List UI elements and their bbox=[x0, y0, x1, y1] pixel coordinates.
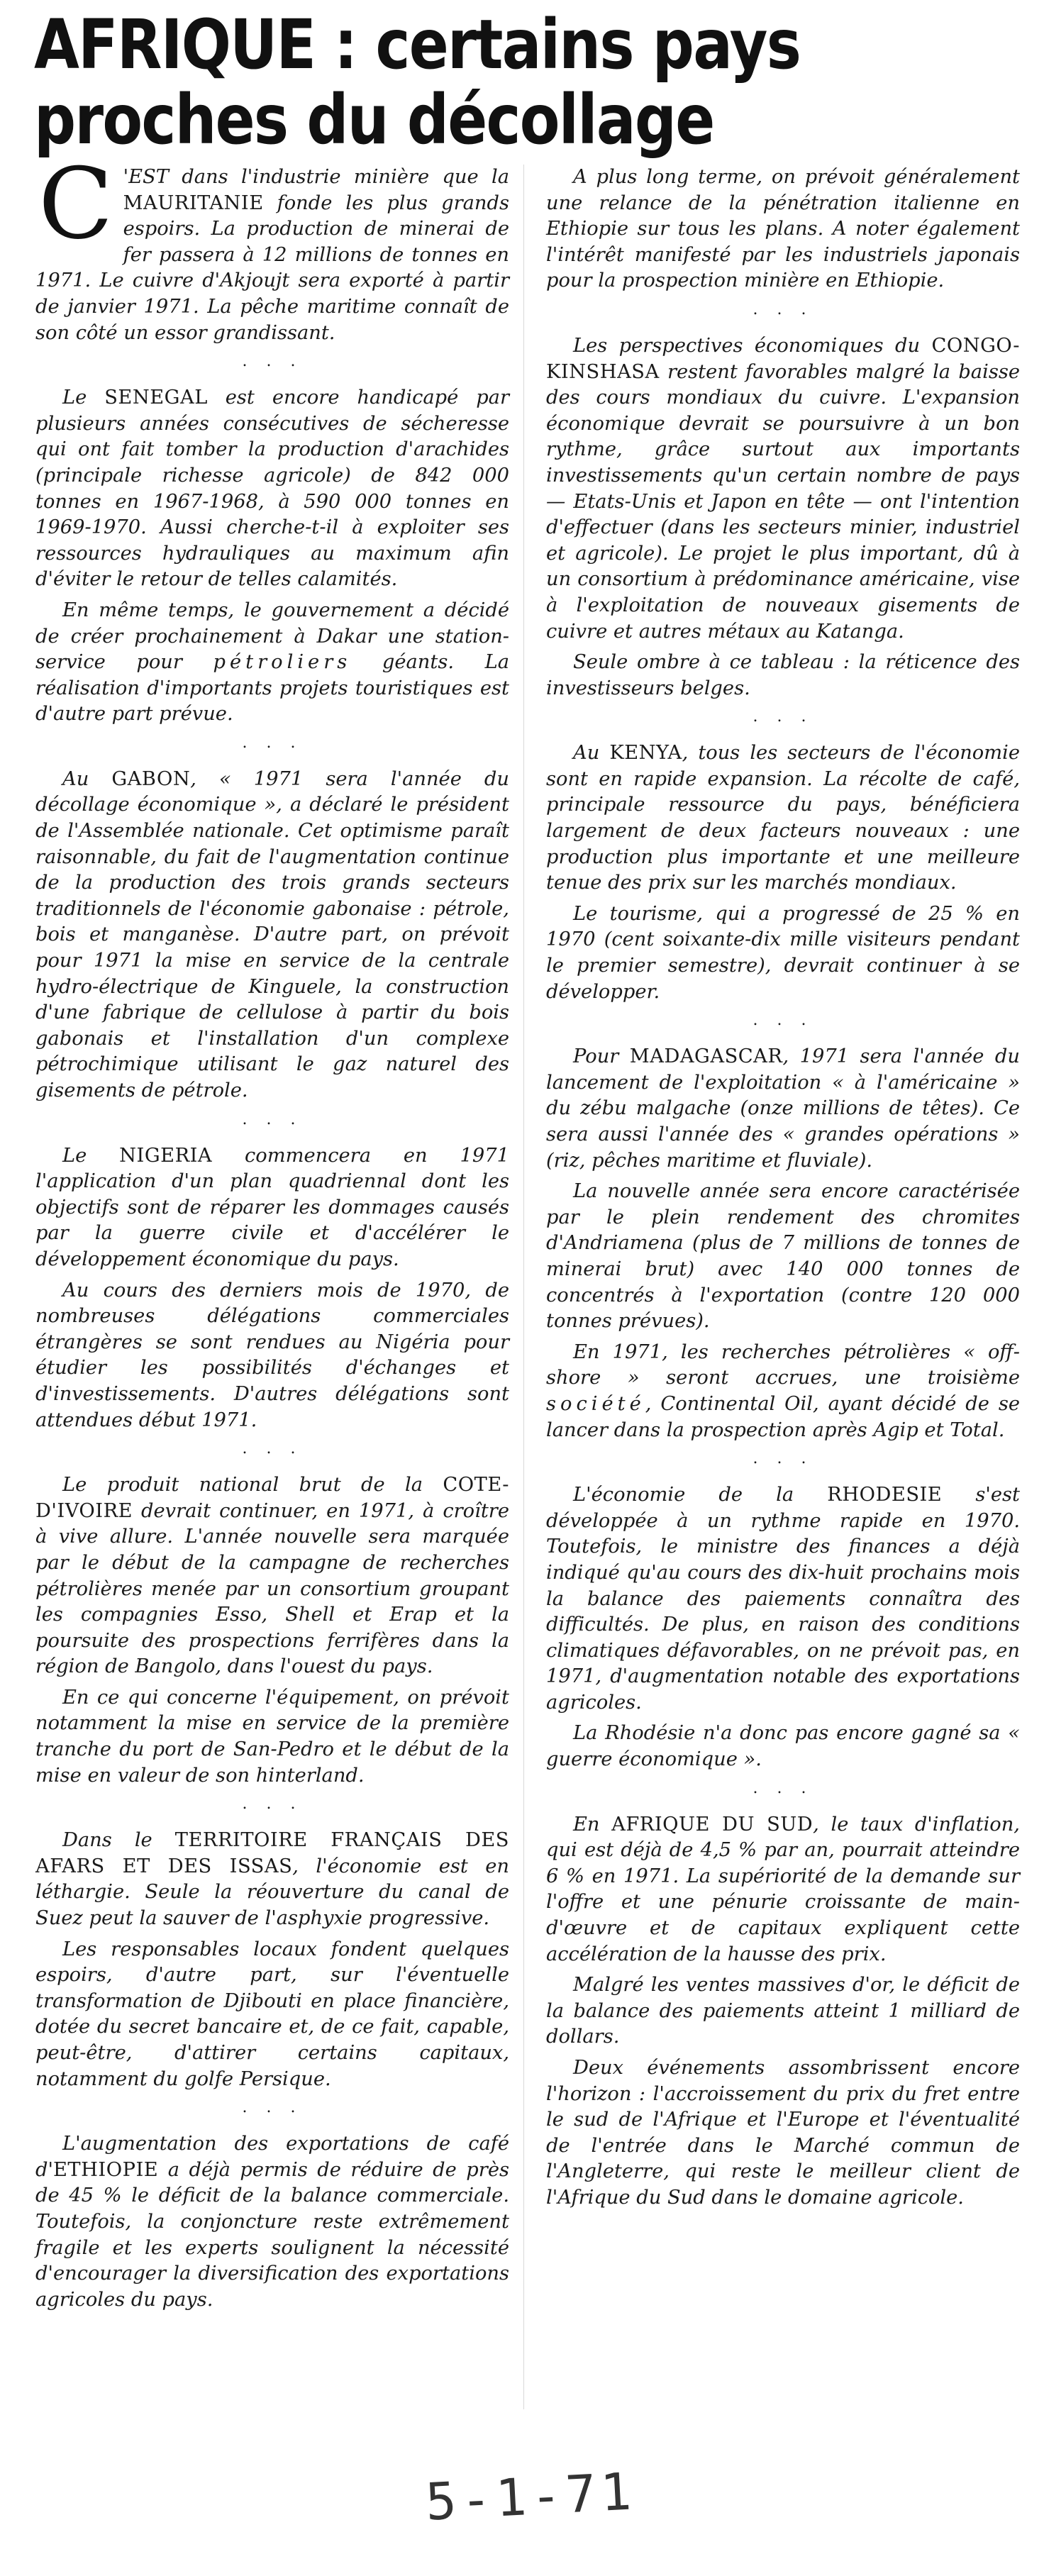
headline-line-1: AFRIQUE : certains pays bbox=[34, 5, 801, 84]
country-madagascar: MADAGASCAR bbox=[629, 1045, 783, 1068]
country-cote-ivoire: COTE-D'IVOIRE bbox=[35, 1474, 509, 1522]
section-separator: . . . bbox=[753, 300, 813, 318]
country-mauritanie: MAURITANIE bbox=[123, 191, 264, 214]
country-afars-issas: TERRITOIRE FRANÇAIS DES AFARS ET DES ISSAS bbox=[35, 1829, 509, 1877]
country-kenya: KENYA bbox=[609, 742, 682, 765]
section-separator: . . . bbox=[242, 733, 303, 752]
afrique-sud-paragraph-1: En AFRIQUE DU SUD, le taux d'inflation, qui est déjà de 4,5 % par an, pourrait atteindre 6 % en 1971. La supériorité de la demande sur l'offre et une pénurie croissante de main-d'œuvre et de capitaux expliquent cette accélération de la hausse des prix. bbox=[546, 1813, 1020, 1965]
congo-paragraph-2: Seule ombre à ce tableau : la réticence des investisseurs belges. bbox=[546, 651, 1020, 699]
country-ethiopie: ETHIOPIE bbox=[52, 2158, 159, 2181]
afars-paragraph-2: Les responsables locaux fondent quelques espoirs, d'autre part, sur l'éventuelle transformation de Djibouti en place financière, dotée du secret bancaire et, de ce fait, capable, peut-être, d'attirer certains capitaux, notamment du golfe Persique. bbox=[35, 1938, 509, 2090]
handwritten-date: 5-1-71 bbox=[424, 2461, 638, 2532]
column-rule bbox=[523, 165, 524, 2409]
senegal-paragraph-2: En même temps, le gouvernement a décidé de créer prochainement à Dakar une station-service pour pétroliers géants. La réalisation d'importants projets touristiques est d'autre part prévue. bbox=[35, 599, 509, 726]
drop-cap: C bbox=[38, 147, 113, 261]
madagascar-paragraph-1: Pour MADAGASCAR, 1971 sera l'année du lancement de l'exploitation « à l'américaine » du zébu malgache (onze millions de têtes). Ce sera aussi l'année des « grandes opérations » (riz, pêches maritime et fluviale). bbox=[546, 1045, 1020, 1172]
section-separator: . . . bbox=[753, 1779, 813, 1797]
nigeria-paragraph-1: Le NIGERIA commencera en 1971 l'application d'un plan quadriennal dont les objectifs sont de réparer les dommages causés par la guerre civile et d'accélérer le développement économique du pays. bbox=[35, 1144, 509, 1270]
section-separator: . . . bbox=[242, 1440, 303, 1458]
gabon-paragraph: Au GABON, « 1971 sera l'année du décollage économique », a déclaré le président de l'Assemblée nationale. Cet optimisme paraît raisonnable, du fait de l'augmentation continue de la production des trois grands secteurs traditionnels de l'économie gabonaise : pétrole, bois et manganèse. D'autre part, on prévoit pour 1971 la mise en service de la centrale hydro-électrique de Kinguele, la construction d'une fabrique de cellulose à partir du bois gabonais et l'installation d'un complexe pétrochimique utilisant le gaz naturel des gisements de pétrole. bbox=[35, 767, 509, 1101]
country-nigeria: NIGERIA bbox=[119, 1144, 213, 1167]
headline bbox=[34, 5, 876, 160]
afars-paragraph-1: Dans le TERRITOIRE FRANÇAIS DES AFARS ET DES ISSAS, l'économie est en léthargie. Seule la réouverture du canal de Suez peut la sauver de l'asphyxie progressive. bbox=[35, 1829, 509, 1930]
cote-ivoire-paragraph-1: Le produit national brut de la COTE-D'IVOIRE devrait continuer, en 1971, à croître à vive allure. L'année nouvelle sera marquée par le début de la campagne de recherches pétrolières menée par un consortium groupant les compagnies Esso, Shell et Erap et la poursuite des prospections ferrifères dans la région de Bangolo, dans l'ouest du pays. bbox=[35, 1474, 509, 1678]
column-left bbox=[35, 147, 510, 2318]
section-separator: . . . bbox=[753, 1450, 813, 1468]
column-right bbox=[546, 165, 1020, 2216]
country-afrique-du-sud: AFRIQUE DU SUD bbox=[611, 1813, 813, 1836]
rhodesie-paragraph-2: La Rhodésie n'a donc pas encore gagné sa « guerre économique ». bbox=[546, 1722, 1020, 1771]
congo-paragraph-1: Les perspectives économiques du CONGO-KINSHASA restent favorables malgré la baisse des cours mondiaux du cuivre. L'expansion économique devrait se poursuivre à un bon rythme, grâce surtout aux importants investissements qu'un certain nombre de pays — Etats-Unis et Japon en tête — ont l'intention d'effectuer (dans les secteurs minier, industriel et agricole). Le projet le plus important, dû à un consortium à prédominance américaine, vise à l'exploitation de nouveaux gisements de cuivre et autres métaux au Katanga. bbox=[546, 334, 1020, 643]
section-separator: . . . bbox=[242, 1110, 303, 1128]
kenya-paragraph-1: Au KENYA, tous les secteurs de l'économie sont en rapide expansion. La récolte de café, principale ressource du pays, bénéficiera largement de deux facteurs nouveaux : une production plus importante et une meilleure tenue des prix sur les marchés mondiaux. bbox=[546, 742, 1020, 894]
headline-line-2: proches du décollage bbox=[34, 80, 714, 160]
ethiopie-paragraph-2: A plus long terme, on prévoit généralement une relance de la pénétration italienne en Ethiopie sur tous les plans. A noter également l'intérêt manifesté par les industriels japonais pour la prospection minière en Ethiopie. bbox=[546, 166, 1020, 292]
senegal-paragraph-1: Le SENEGAL est encore handicapé par plusieurs années consécutives de sécheresse qui ont fait tomber la production d'arachides (principale richesse agricole) de 842 000 tonnes en 1967-1968, à 590 000 tonnes en 1969-1970. Aussi cherche-t-il à exploiter ses ressources hydrauliques au maximum afin d'éviter le retour de telles calamités. bbox=[35, 387, 510, 591]
madagascar-paragraph-3: En 1971, les recherches pétrolières « off-shore » seront accrues, une troisième société, Continental Oil, ayant décidé de se lancer dans la prospection après Agip et Total. bbox=[546, 1340, 1020, 1441]
rhodesie-paragraph-1: L'économie de la RHODESIE s'est développée à un rythme rapide en 1970. Toutefois, le ministre des finances a déjà indiqué qu'au cours des dix-huit prochains mois la balance des paiements connaîtra des difficultés. De plus, en raison des conditions climatiques défavorables, on ne prévoit pas, en 1971, d'augmentation notable des exportations agricoles. bbox=[546, 1484, 1020, 1714]
mauritanie-paragraph: C 'EST dans l'industrie minière que la MAURITANIE fonde les plus grands espoirs. La production de minerai de fer passera à 12 millions de tonnes en 1971. Le cuivre d'Akjoujt sera exporté à partir de janvier 1971. La pêche maritime connaît de son côté un essor grandissant. bbox=[35, 147, 509, 344]
section-separator: . . . bbox=[753, 708, 813, 726]
country-rhodesie: RHODESIE bbox=[827, 1484, 943, 1506]
cote-ivoire-paragraph-2: En ce qui concerne l'équipement, on prévoit notamment la mise en service de la première tranche du port de San-Pedro et le début de la mise en valeur de son hinterland. bbox=[35, 1686, 509, 1787]
section-separator: . . . bbox=[242, 1795, 303, 1814]
madagascar-paragraph-2: La nouvelle année sera encore caractérisée par le plein rendement des chromites d'Andriamena (plus de 7 millions de tonnes de minerai brut) avec 140 000 tonnes de concentrés à l'exportation (contre 120 000 tonnes prévues). bbox=[546, 1180, 1020, 1333]
afrique-sud-paragraph-3: Deux événements assombrissent encore l'horizon : l'accroissement du prix du fret entre le sud de l'Afrique et l'Europe et l'éventualité de l'entrée dans le Marché commun de l'Angleterre, qui reste le meilleur client de l'Afrique du Sud dans le domaine agricole. bbox=[546, 2057, 1020, 2209]
kenya-paragraph-2: Le tourisme, qui a progressé de 25 % en 1970 (cent soixante-dix mille visiteurs pendant le premier semestre), devrait continuer à se développer. bbox=[546, 902, 1020, 1003]
country-gabon: GABON bbox=[111, 767, 191, 790]
section-separator: . . . bbox=[242, 2099, 303, 2117]
ethiopie-paragraph-1: L'augmentation des exportations de café d'ETHIOPIE a déjà permis de réduire de près de 45 % le déficit de la balance commerciale. Toutefois, la conjoncture reste extrêmement fragile et les experts soulignent la nécessité d'encourager la diversification des exportations agricoles du pays. bbox=[35, 2133, 509, 2311]
section-separator: . . . bbox=[242, 352, 303, 371]
nigeria-paragraph-2: Au cours des derniers mois de 1970, de nombreuses délégations commerciales étrangères se sont rendues au Nigéria pour étudier les possibilités d'échanges et d'investissements. D'autres délégations sont attendues début 1971. bbox=[35, 1279, 509, 1431]
section-separator: . . . bbox=[753, 1011, 813, 1030]
afrique-sud-paragraph-2: Malgré les ventes massives d'or, le déficit de la balance des paiements atteint 1 milliard de dollars. bbox=[546, 1974, 1020, 2048]
country-congo-kinshasa: CONGO-KINSHASA bbox=[546, 334, 1020, 383]
country-senegal: SENEGAL bbox=[104, 387, 208, 409]
